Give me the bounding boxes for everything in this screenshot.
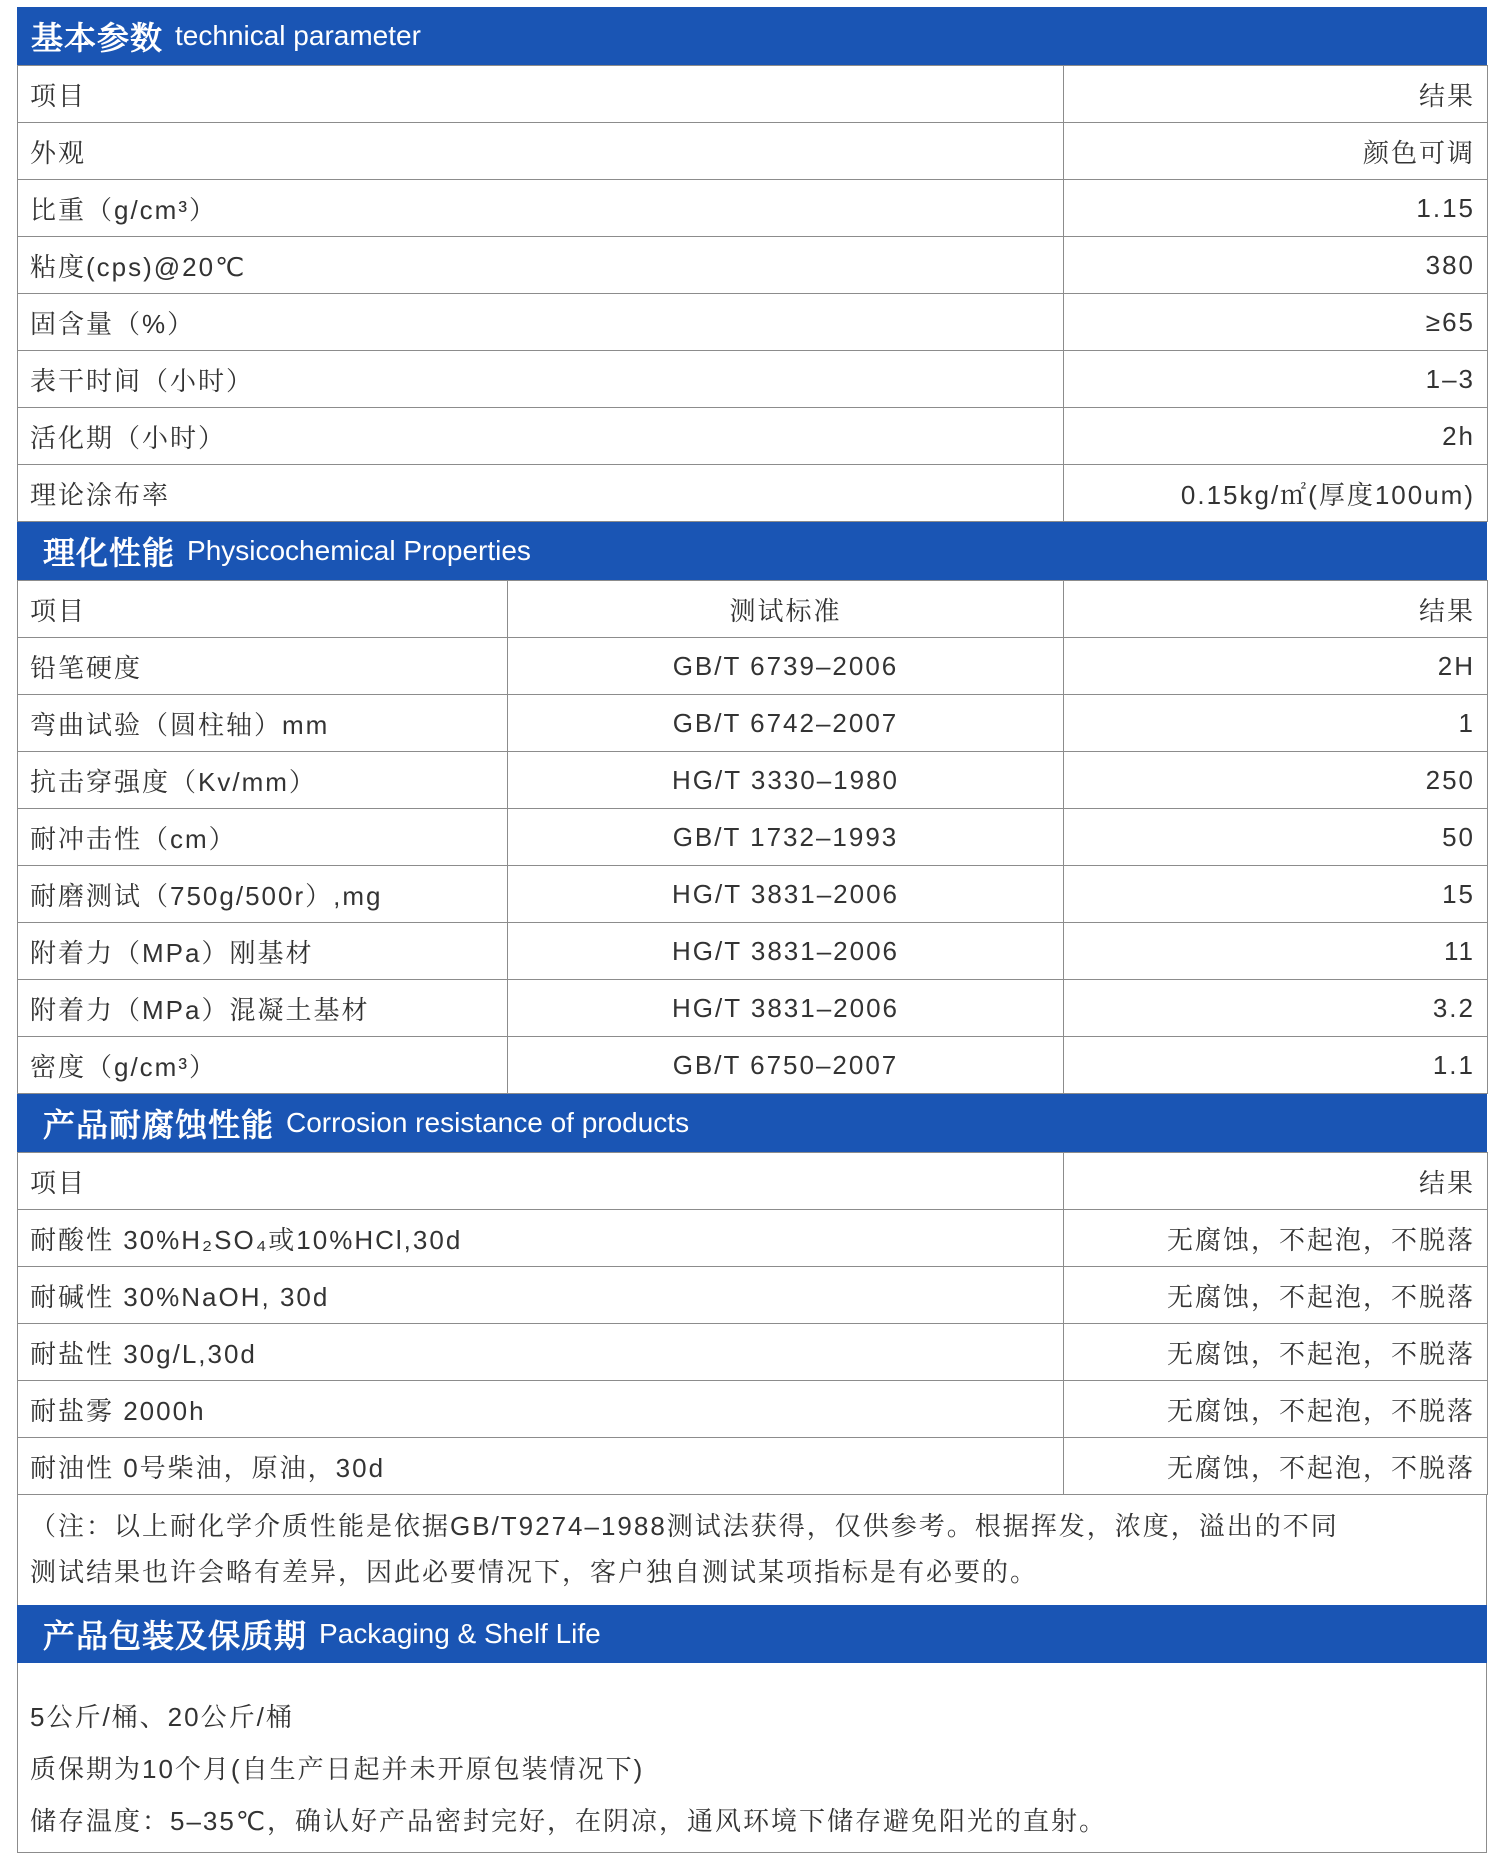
row-result: 0.15kg/㎡(厚度100um) (1064, 465, 1488, 522)
row-result: 1 (1064, 695, 1488, 752)
row-result: 无腐蚀，不起泡，不脱落 (1064, 1267, 1488, 1324)
table-header-row (18, 66, 1488, 123)
table-row (18, 1037, 1488, 1094)
section-title-cn: 产品耐腐蚀性能 (43, 1107, 275, 1143)
row-result: 3.2 (1064, 980, 1488, 1037)
row-item: 粘度(cps)@20℃ (18, 237, 1064, 294)
row-result: 250 (1064, 752, 1488, 809)
physicochemical-table (17, 580, 1488, 1094)
table-row (18, 1210, 1488, 1267)
table-row (18, 809, 1488, 866)
row-item: 附着力（MPa）刚基材 (18, 923, 508, 980)
row-item: 理论涂布率 (18, 465, 1064, 522)
section-header (17, 1605, 1487, 1663)
table-header-row (18, 581, 1488, 638)
table-header-row (18, 1153, 1488, 1210)
header-result: 结果 (1064, 581, 1488, 638)
section-title-cn: 理化性能 (43, 535, 176, 571)
note-line: 测试结果也许会略有差异，因此必要情况下，客户独自测试某项指标是有必要的。 (30, 1557, 1039, 1587)
table-row (18, 351, 1488, 408)
row-item: 铅笔硬度 (18, 638, 508, 695)
test-note (17, 1495, 1487, 1605)
table-row (18, 294, 1488, 351)
row-result: 15 (1064, 866, 1488, 923)
row-result: 无腐蚀，不起泡，不脱落 (1064, 1438, 1488, 1495)
corrosion-table (17, 1152, 1488, 1495)
section-title-en: Physicochemical Properties (187, 535, 531, 566)
section-packaging-shelf-life (17, 1605, 1487, 1853)
section-header (17, 7, 1487, 65)
row-item: 外观 (18, 123, 1064, 180)
row-result: 2H (1064, 638, 1488, 695)
row-item: 密度（g/cm³） (18, 1037, 508, 1094)
row-item: 抗击穿强度（Kv/mm） (18, 752, 508, 809)
spec-sheet (17, 7, 1487, 1853)
section-technical-parameter (17, 7, 1487, 522)
section-physicochemical-properties (17, 522, 1487, 1094)
table-row (18, 465, 1488, 522)
row-item: 附着力（MPa）混凝土基材 (18, 980, 508, 1037)
table-row (18, 695, 1488, 752)
header-item: 项目 (18, 66, 1064, 123)
row-item: 弯曲试验（圆柱轴）mm (18, 695, 508, 752)
row-standard: GB/T 6750–2007 (508, 1037, 1064, 1094)
table-row (18, 1324, 1488, 1381)
row-result: 2h (1064, 408, 1488, 465)
row-standard: HG/T 3831–2006 (508, 980, 1064, 1037)
section-title-en: technical parameter (175, 20, 421, 51)
header-result: 结果 (1064, 1153, 1488, 1210)
row-result: 颜色可调 (1064, 123, 1488, 180)
table-row (18, 923, 1488, 980)
table-row (18, 237, 1488, 294)
row-item: 耐油性 0号柴油，原油，30d (18, 1438, 1064, 1495)
row-standard: HG/T 3831–2006 (508, 923, 1064, 980)
table-row (18, 752, 1488, 809)
section-header (17, 522, 1487, 580)
row-result: 380 (1064, 237, 1488, 294)
row-result: ≥65 (1064, 294, 1488, 351)
row-result: 1.1 (1064, 1037, 1488, 1094)
shelf-life-line: 质保期为10个月(自生产日起并未开原包装情况下) (30, 1754, 645, 1784)
row-item: 表干时间（小时） (18, 351, 1064, 408)
row-item: 耐酸性 30%H₂SO₄或10%HCl,30d (18, 1210, 1064, 1267)
row-standard: GB/T 1732–1993 (508, 809, 1064, 866)
row-item: 耐盐性 30g/L,30d (18, 1324, 1064, 1381)
header-standard: 测试标准 (508, 581, 1064, 638)
header-item: 项目 (18, 1153, 1064, 1210)
section-header (17, 1094, 1487, 1152)
table-row (18, 1381, 1488, 1438)
table-row (18, 123, 1488, 180)
packaging-line: 5公斤/桶、20公斤/桶 (30, 1702, 294, 1732)
row-standard: GB/T 6742–2007 (508, 695, 1064, 752)
header-item: 项目 (18, 581, 508, 638)
note-line: （注：以上耐化学介质性能是依据GB/T9274–1988测试法获得，仅供参考。根据挥发，浓度，溢出的不同 (30, 1511, 1339, 1541)
row-result: 1–3 (1064, 351, 1488, 408)
table-row (18, 1438, 1488, 1495)
row-item: 耐盐雾 2000h (18, 1381, 1064, 1438)
technical-parameter-table (17, 65, 1488, 522)
row-item: 耐磨测试（750g/500r）,mg (18, 866, 508, 923)
table-row (18, 980, 1488, 1037)
section-title-en: Corrosion resistance of products (286, 1107, 690, 1138)
row-result: 无腐蚀，不起泡，不脱落 (1064, 1324, 1488, 1381)
row-item: 固含量（%） (18, 294, 1064, 351)
table-row (18, 408, 1488, 465)
row-item: 活化期（小时） (18, 408, 1064, 465)
row-result: 11 (1064, 923, 1488, 980)
table-row (18, 638, 1488, 695)
row-result: 1.15 (1064, 180, 1488, 237)
row-item: 耐碱性 30%NaOH, 30d (18, 1267, 1064, 1324)
row-result: 无腐蚀，不起泡，不脱落 (1064, 1210, 1488, 1267)
row-standard: HG/T 3831–2006 (508, 866, 1064, 923)
row-standard: GB/T 6739–2006 (508, 638, 1064, 695)
section-title-en: Packaging & Shelf Life (319, 1618, 601, 1649)
packaging-details (17, 1663, 1487, 1853)
row-item: 耐冲击性（cm） (18, 809, 508, 866)
table-row (18, 866, 1488, 923)
section-title-cn: 基本参数 (31, 20, 164, 56)
row-item: 比重（g/cm³） (18, 180, 1064, 237)
row-result: 无腐蚀，不起泡，不脱落 (1064, 1381, 1488, 1438)
row-result: 50 (1064, 809, 1488, 866)
section-corrosion-resistance (17, 1094, 1487, 1605)
table-row (18, 180, 1488, 237)
header-result: 结果 (1064, 66, 1488, 123)
table-row (18, 1267, 1488, 1324)
row-standard: HG/T 3330–1980 (508, 752, 1064, 809)
section-title-cn: 产品包装及保质期 (43, 1618, 308, 1654)
storage-line: 储存温度：5–35℃，确认好产品密封完好，在阴凉，通风环境下储存避免阳光的直射。 (30, 1806, 1108, 1836)
